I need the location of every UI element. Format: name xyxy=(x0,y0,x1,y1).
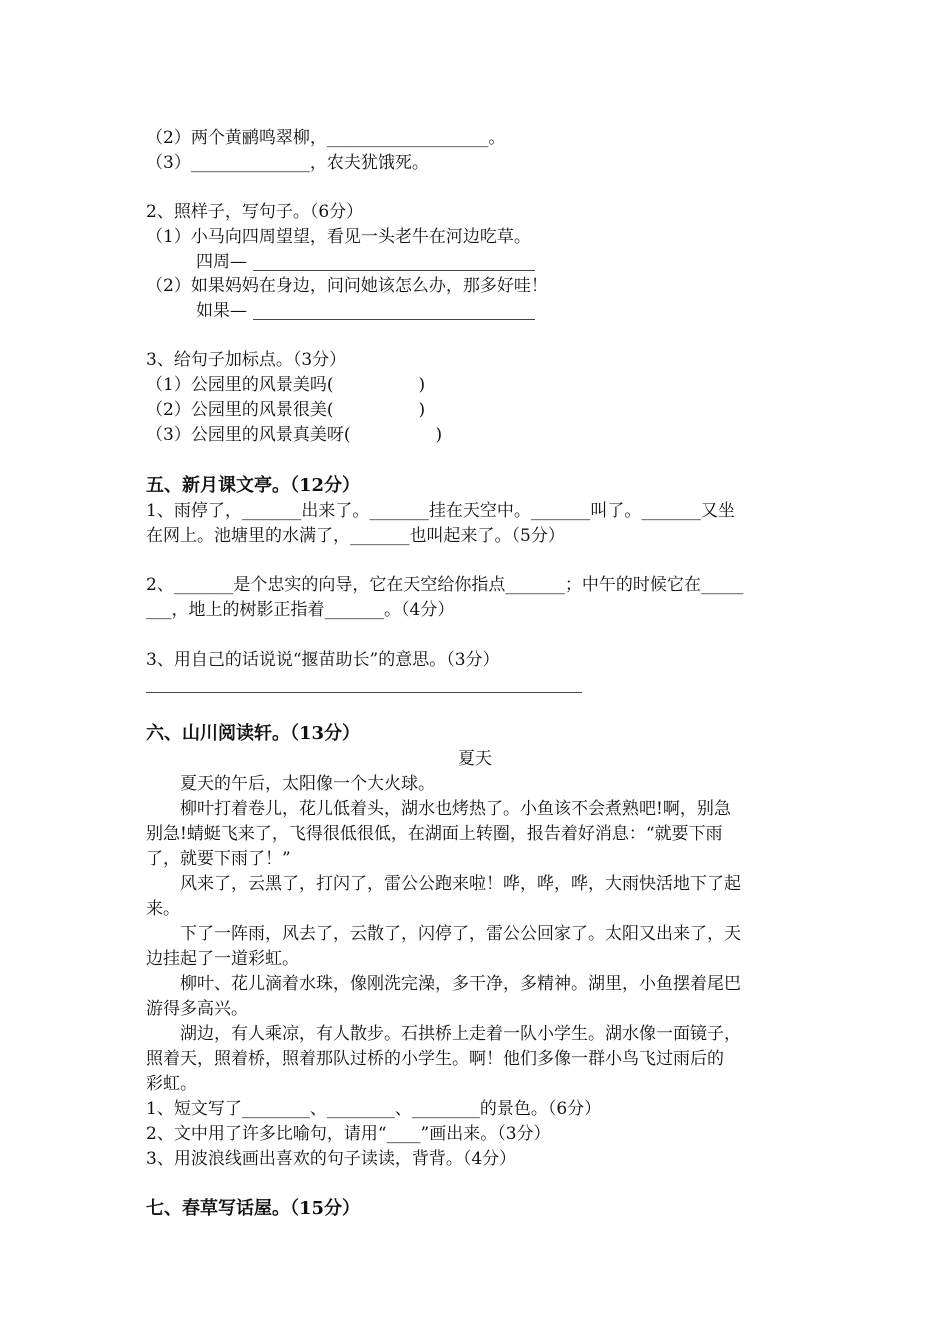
passage-line: 彩虹。 xyxy=(146,1074,197,1094)
q2-item-1: （1）小马向四周望望，看见一头老牛在河边吃草。 xyxy=(146,227,531,247)
passage-line: 下了一阵雨，风去了，云散了，闪停了，雷公公回家了。太阳又出来了，天 xyxy=(146,924,741,944)
s5-q3: 3、用自己的话说说“揠苗助长”的意思。（3分） xyxy=(146,650,500,670)
passage-line: 别急!蜻蜓飞来了，飞得很低很低，在湖面上转圈，报告着好消息：“就要下雨 xyxy=(146,824,723,844)
q2-item-2-prompt: 如果— xyxy=(196,301,247,321)
section-6-heading: 六、山川阅读轩。（13分） xyxy=(146,723,361,744)
q3-item-2: （2）公园里的风景很美( ) xyxy=(146,400,426,420)
s5-q1-line-2: 在网上。池塘里的水满了，_______也叫起来了。（5分） xyxy=(146,526,565,546)
passage-line: 了，就要下雨了！” xyxy=(146,849,291,869)
q3-item-3: （3）公园里的风景真美呀( ) xyxy=(146,425,443,445)
section-5-heading: 五、新月课文亭。（12分） xyxy=(146,475,361,496)
passage-line: 柳叶打着卷儿，花儿低着头，湖水也烤热了。小鱼该不会煮熟吧!啊，别急 xyxy=(146,799,731,819)
poem-line-2: （2）两个黄鹂鸣翠柳，___________________。 xyxy=(146,128,506,148)
passage-line: 风来了，云黑了，打闪了，雷公公跑来啦！哗，哗，哗，大雨快活地下了起 xyxy=(146,874,741,894)
passage-title: 夏天 xyxy=(458,749,492,769)
s6-question-2: 2、文中用了许多比喻句，请用“____”画出来。（3分） xyxy=(146,1124,551,1144)
s6-question-1: 1、短文写了________、________、________的景色。（6分） xyxy=(146,1099,602,1119)
passage-line: 照着天，照着桥，照着那队过桥的小学生。啊！他们多像一群小鸟飞过雨后的 xyxy=(146,1049,724,1069)
q3-item-1: （1）公园里的风景美吗( ) xyxy=(146,375,426,395)
passage-line: 湖边，有人乘凉，有人散步。石拱桥上走着一队小学生。湖水像一面镜子， xyxy=(146,1024,741,1044)
passage-line: 来。 xyxy=(146,899,180,919)
q2-item-2: （2）如果妈妈在身边，问问她该怎么办，那多好哇！ xyxy=(146,276,548,296)
passage-line: 游得多高兴。 xyxy=(146,999,248,1019)
passage-line: 柳叶、花儿滴着水珠，像刚洗完澡，多干净，多精神。湖里，小鱼摆着尾巴 xyxy=(146,974,741,994)
passage-line: 边挂起了一道彩虹。 xyxy=(146,949,299,969)
s5-q2-line-2: ___，地上的树影正指着_______。（4分） xyxy=(146,600,455,620)
q2-heading: 2、照样子，写句子。（6分） xyxy=(146,202,364,222)
poem-line-3: （3）______________，农夫犹饿死。 xyxy=(146,153,429,173)
section-7-heading: 七、春草写话屋。（15分） xyxy=(146,1198,361,1219)
s5-q3-answer-line[interactable] xyxy=(146,692,582,693)
q2-item-1-answer-line[interactable] xyxy=(253,270,535,271)
q3-heading: 3、给句子加标点。（3分） xyxy=(146,350,347,370)
q2-item-1-prompt: 四周— xyxy=(196,252,247,272)
s5-q1-line-1: 1、雨停了，_______出来了。_______挂在天空中。_______叫了。_______又坐 xyxy=(146,501,735,521)
s6-question-3: 3、用波浪线画出喜欢的句子读读，背背。（4分） xyxy=(146,1149,517,1169)
q2-item-2-answer-line[interactable] xyxy=(253,319,535,320)
passage-line: 夏天的午后，太阳像一个大火球。 xyxy=(146,774,435,794)
s5-q2-line-1: 2、_______是个忠实的向导，它在天空给你指点_______；中午的时候它在_____ xyxy=(146,575,744,595)
